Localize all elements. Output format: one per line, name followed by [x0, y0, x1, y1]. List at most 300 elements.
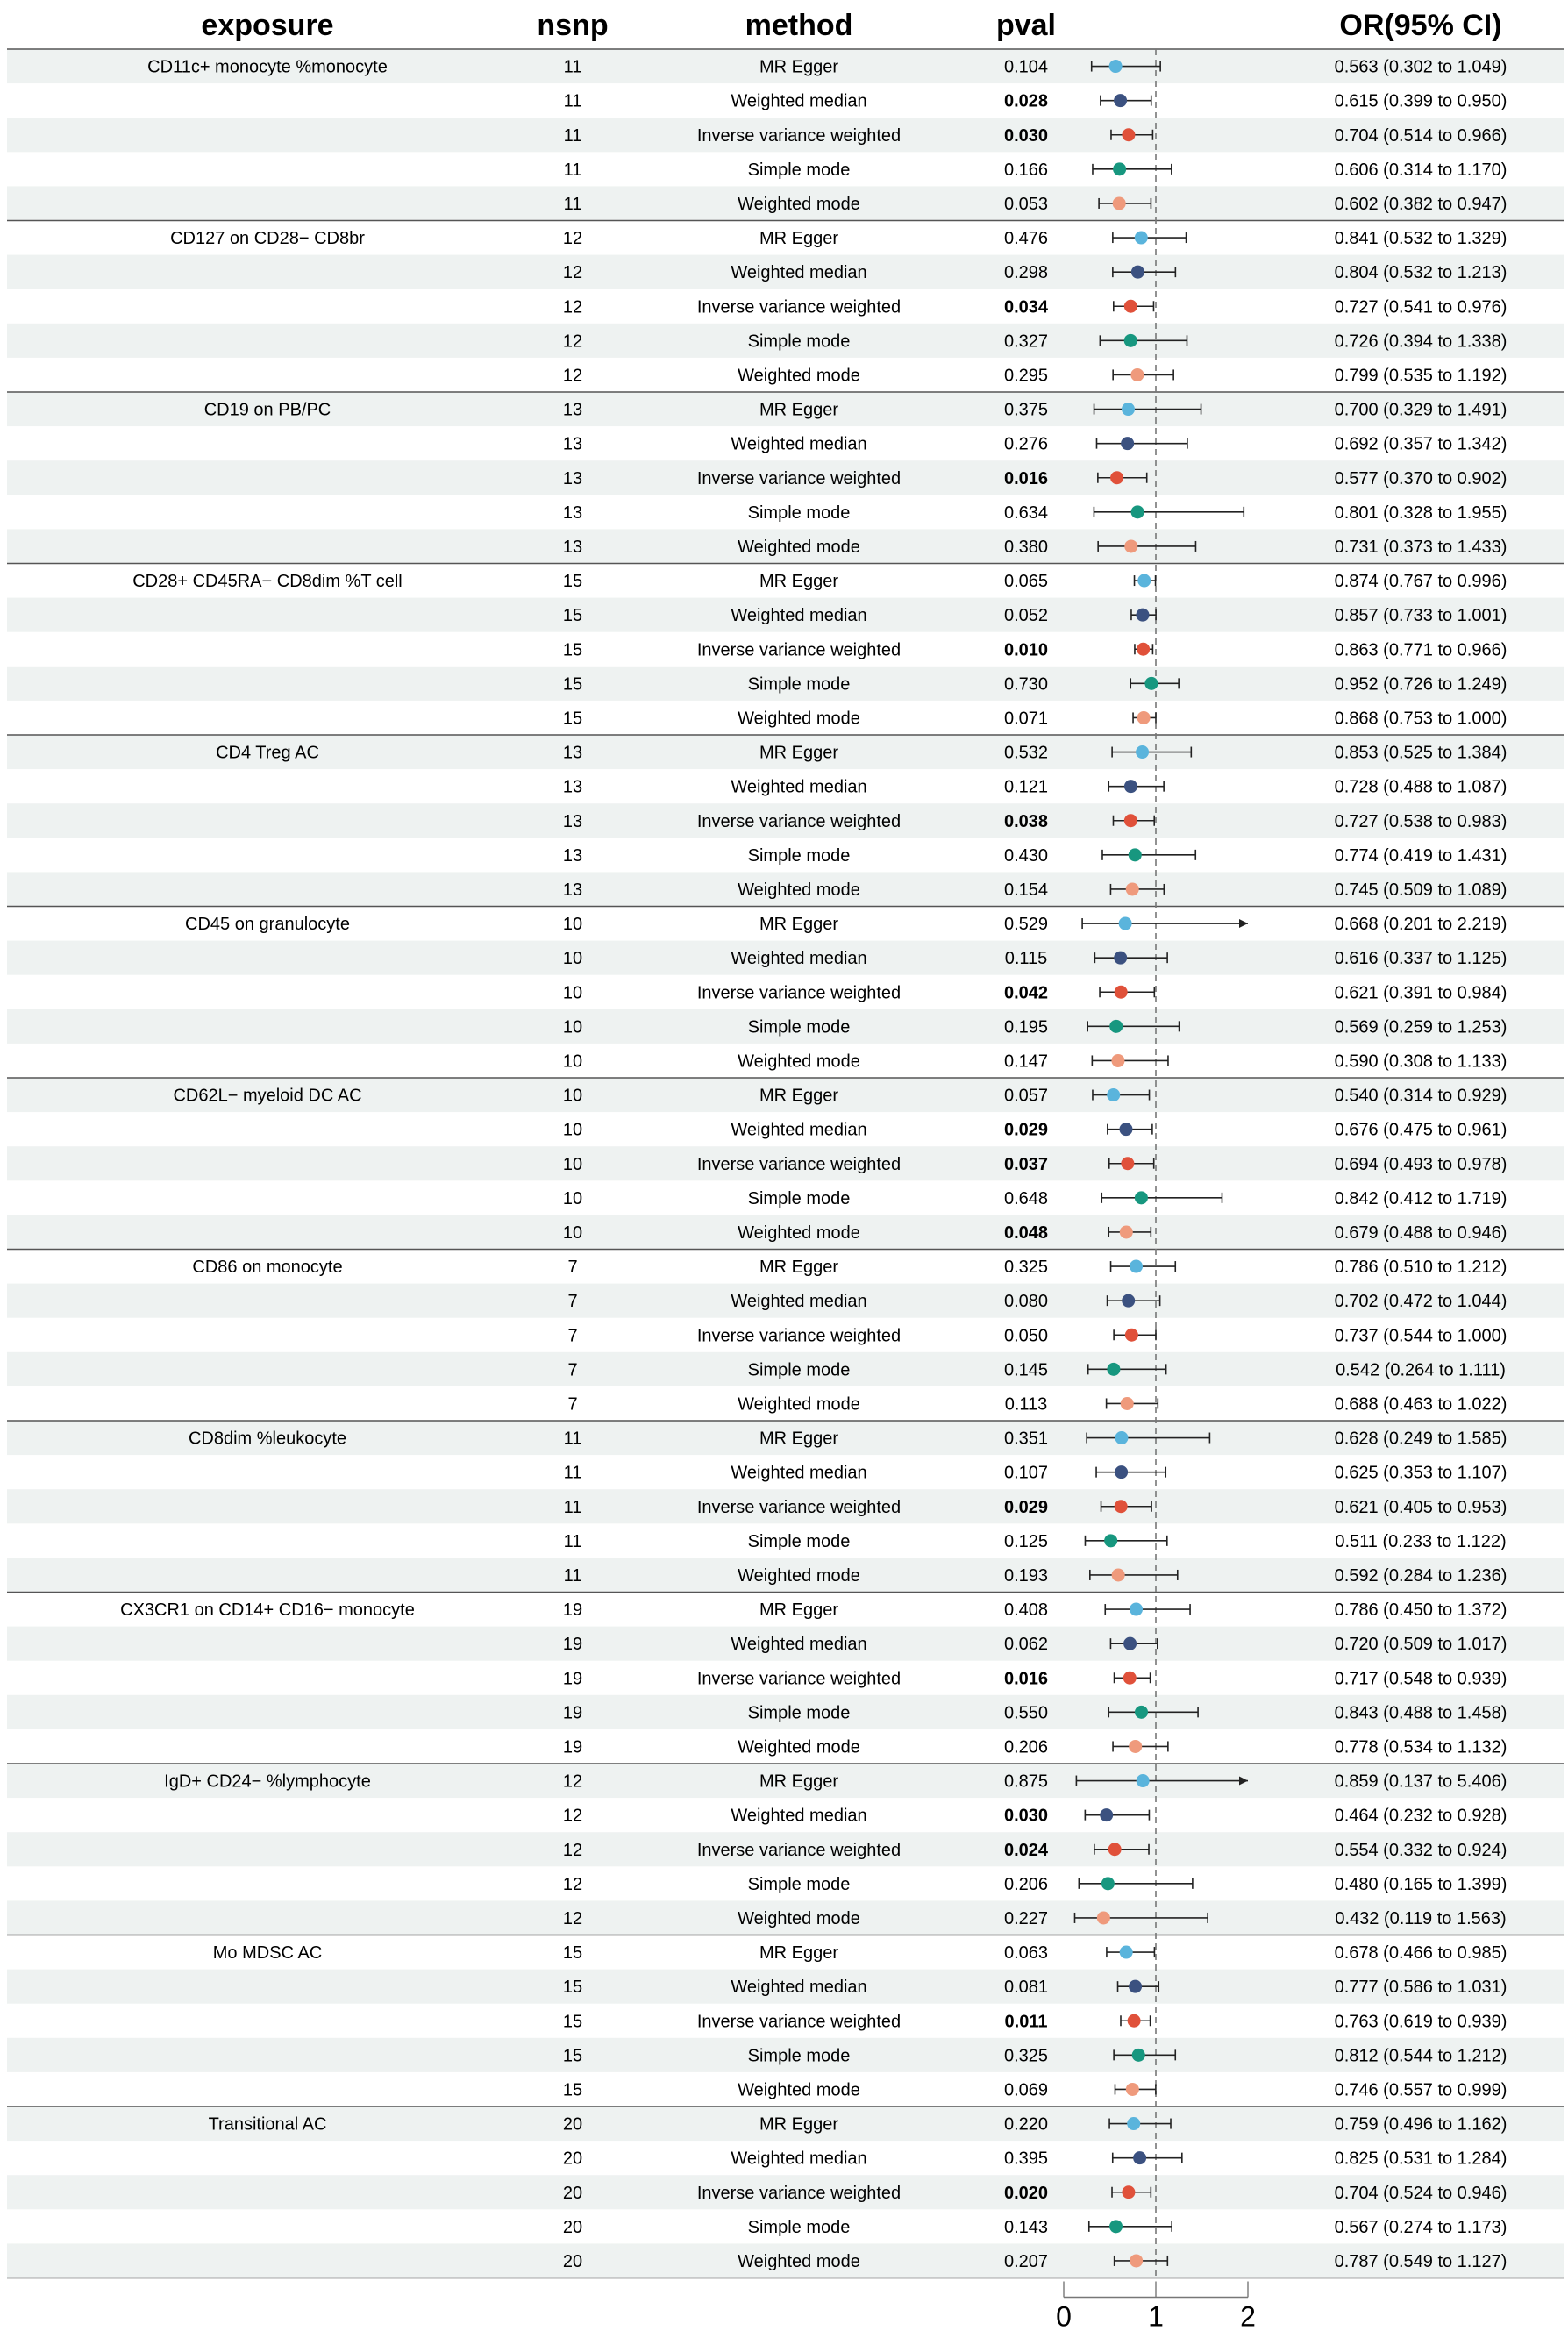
pval-cell: 0.062: [1003, 1635, 1049, 1655]
nsnp-cell: 10: [562, 949, 583, 969]
or-point: [1107, 1363, 1120, 1376]
nsnp-cell: 11: [563, 1497, 582, 1517]
or-point: [1115, 1465, 1128, 1479]
nsnp-cell: 12: [562, 1806, 583, 1826]
method-cell: Simple mode: [747, 503, 851, 523]
pval-cell: 0.529: [1003, 915, 1049, 935]
or-ci-cell: 0.774 (0.419 to 1.431): [1334, 845, 1507, 866]
or-point: [1114, 952, 1127, 965]
method-cell: Weighted median: [731, 606, 867, 626]
method-cell: Simple mode: [747, 1360, 851, 1380]
nsnp-cell: 19: [562, 1737, 583, 1757]
exposure-label: CD62L− myeloid DC AC: [173, 1086, 362, 1106]
or-ci-cell: 0.859 (0.137 to 5.406): [1334, 1771, 1507, 1792]
pval-cell: 0.016: [1003, 1669, 1049, 1689]
pval-cell: 0.730: [1003, 674, 1049, 695]
method-cell: MR Egger: [759, 743, 839, 763]
or-ci-cell: 0.952 (0.726 to 1.249): [1334, 674, 1507, 695]
pval-cell: 0.298: [1003, 263, 1049, 283]
nsnp-cell: 11: [563, 1565, 582, 1586]
or-ci-cell: 0.841 (0.532 to 1.329): [1334, 229, 1507, 249]
or-ci-cell: 0.692 (0.357 to 1.342): [1334, 434, 1507, 454]
method-cell: Weighted median: [731, 949, 867, 969]
or-point: [1130, 1260, 1143, 1273]
or-ci-cell: 0.668 (0.201 to 2.219): [1334, 915, 1507, 935]
or-ci-cell: 0.746 (0.557 to 0.999): [1334, 2080, 1507, 2100]
or-ci-cell: 0.731 (0.373 to 1.433): [1334, 537, 1507, 557]
or-point: [1112, 1568, 1125, 1581]
nsnp-cell: 13: [562, 503, 583, 523]
pval-cell: 0.028: [1003, 91, 1049, 111]
nsnp-cell: 13: [562, 880, 583, 900]
method-cell: MR Egger: [759, 1771, 839, 1792]
or-ci-cell: 0.874 (0.767 to 0.996): [1334, 572, 1507, 592]
nsnp-cell: 11: [563, 125, 582, 146]
pval-cell: 0.154: [1003, 880, 1049, 900]
method-cell: Inverse variance weighted: [696, 1840, 902, 1860]
pval-cell: 0.227: [1003, 1908, 1049, 1928]
method-cell: MR Egger: [759, 2114, 839, 2135]
nsnp-cell: 13: [562, 777, 583, 797]
pval-cell: 0.053: [1003, 194, 1049, 214]
nsnp-cell: 12: [562, 331, 583, 352]
nsnp-cell: 15: [562, 2012, 583, 2032]
pval-cell: 0.395: [1003, 2149, 1049, 2169]
pval-cell: 0.206: [1003, 1874, 1049, 1894]
method-cell: MR Egger: [759, 57, 839, 77]
pval-cell: 0.010: [1003, 640, 1049, 660]
or-ci-cell: 0.694 (0.493 to 0.978): [1334, 1154, 1507, 1174]
pval-cell: 0.080: [1003, 1292, 1049, 1312]
or-point: [1136, 745, 1149, 759]
or-ci-cell: 0.700 (0.329 to 1.491): [1334, 400, 1507, 420]
or-ci-cell: 0.787 (0.549 to 1.127): [1334, 2251, 1507, 2271]
or-point: [1113, 196, 1126, 210]
or-ci-cell: 0.567 (0.274 to 1.173): [1334, 2217, 1507, 2237]
method-cell: Inverse variance weighted: [696, 811, 902, 831]
or-ci-cell: 0.804 (0.532 to 1.213): [1334, 263, 1507, 283]
or-ci-cell: 0.842 (0.412 to 1.719): [1334, 1188, 1507, 1208]
method-cell: Inverse variance weighted: [696, 297, 902, 317]
or-ci-cell: 0.759 (0.496 to 1.162): [1334, 2114, 1507, 2135]
or-ci-cell: 0.628 (0.249 to 1.585): [1334, 1429, 1507, 1449]
method-cell: Weighted mode: [738, 366, 860, 386]
nsnp-cell: 12: [562, 1908, 583, 1928]
pval-cell: 0.063: [1003, 1943, 1049, 1964]
or-point: [1137, 574, 1151, 588]
nsnp-cell: 13: [562, 743, 583, 763]
method-cell: Simple mode: [747, 1703, 851, 1723]
method-cell: MR Egger: [759, 1429, 839, 1449]
or-ci-cell: 0.717 (0.548 to 0.939): [1334, 1669, 1507, 1689]
or-point: [1120, 1946, 1133, 1959]
pval-cell: 0.081: [1003, 1978, 1049, 1998]
nsnp-cell: 11: [563, 194, 582, 214]
or-point: [1124, 334, 1137, 347]
or-point: [1109, 2220, 1123, 2233]
nsnp-cell: 19: [562, 1635, 583, 1655]
pval-cell: 0.430: [1003, 845, 1049, 866]
or-ci-cell: 0.786 (0.450 to 1.372): [1334, 1600, 1507, 1621]
or-point: [1109, 1020, 1123, 1033]
method-cell: Weighted median: [731, 1806, 867, 1826]
pval-cell: 0.166: [1003, 160, 1049, 180]
or-point: [1109, 60, 1123, 73]
nsnp-cell: 12: [562, 297, 583, 317]
method-cell: Weighted mode: [738, 880, 860, 900]
pval-cell: 0.113: [1004, 1394, 1048, 1415]
method-cell: Inverse variance weighted: [696, 1669, 902, 1689]
or-point: [1135, 1191, 1148, 1204]
or-point: [1100, 1808, 1113, 1821]
method-cell: Inverse variance weighted: [696, 1154, 902, 1174]
or-point: [1122, 403, 1135, 416]
or-ci-cell: 0.563 (0.302 to 1.049): [1334, 57, 1507, 77]
or-ci-cell: 0.592 (0.284 to 1.236): [1334, 1565, 1507, 1586]
or-ci-cell: 0.688 (0.463 to 1.022): [1334, 1394, 1507, 1415]
or-point: [1137, 711, 1151, 724]
or-ci-cell: 0.590 (0.308 to 1.133): [1334, 1051, 1507, 1072]
pval-cell: 0.071: [1003, 709, 1049, 729]
method-cell: Weighted mode: [738, 1565, 860, 1586]
pval-cell: 0.550: [1003, 1703, 1049, 1723]
or-ci-cell: 0.678 (0.466 to 0.985): [1334, 1943, 1507, 1964]
nsnp-cell: 10: [562, 915, 583, 935]
method-cell: Weighted mode: [738, 709, 860, 729]
tick-label: 1: [1148, 2300, 1164, 2331]
nsnp-cell: 20: [562, 2183, 583, 2203]
exposure-label: CD127 on CD28− CD8br: [170, 229, 365, 249]
exposure-label: CX3CR1 on CD14+ CD16− monocyte: [120, 1600, 415, 1621]
or-ci-cell: 0.727 (0.541 to 0.976): [1334, 297, 1507, 317]
method-cell: Inverse variance weighted: [696, 2012, 902, 2032]
or-ci-cell: 0.464 (0.232 to 0.928): [1334, 1806, 1507, 1826]
nsnp-cell: 12: [562, 366, 583, 386]
nsnp-cell: 20: [562, 2217, 583, 2237]
pval-cell: 0.276: [1003, 434, 1049, 454]
or-point: [1135, 232, 1148, 245]
nsnp-cell: 20: [562, 2149, 583, 2169]
method-cell: Weighted mode: [738, 1223, 860, 1243]
or-ci-cell: 0.745 (0.509 to 1.089): [1334, 880, 1507, 900]
method-cell: MR Egger: [759, 1943, 839, 1964]
method-cell: Weighted median: [731, 434, 867, 454]
nsnp-cell: 10: [562, 1051, 583, 1072]
or-point: [1111, 1054, 1124, 1067]
method-cell: Inverse variance weighted: [696, 640, 902, 660]
or-ci-cell: 0.825 (0.531 to 1.284): [1334, 2149, 1507, 2169]
nsnp-cell: 10: [562, 983, 583, 1003]
pval-cell: 0.030: [1003, 1806, 1049, 1826]
pval-cell: 0.048: [1003, 1223, 1049, 1243]
method-cell: Inverse variance weighted: [696, 1497, 902, 1517]
method-cell: Weighted mode: [738, 2251, 860, 2271]
pval-cell: 0.207: [1003, 2251, 1049, 2271]
or-ci-cell: 0.799 (0.535 to 1.192): [1334, 366, 1507, 386]
pval-cell: 0.476: [1003, 229, 1049, 249]
pval-cell: 0.030: [1003, 125, 1049, 146]
method-cell: Simple mode: [747, 331, 851, 352]
pval-cell: 0.020: [1003, 2183, 1049, 2203]
method-cell: MR Egger: [759, 1258, 839, 1278]
method-cell: MR Egger: [759, 400, 839, 420]
or-point: [1113, 162, 1126, 175]
nsnp-cell: 19: [562, 1703, 583, 1723]
nsnp-cell: 15: [562, 2046, 583, 2066]
method-cell: Inverse variance weighted: [696, 468, 902, 488]
method-cell: MR Egger: [759, 1600, 839, 1621]
or-ci-cell: 0.868 (0.753 to 1.000): [1334, 709, 1507, 729]
header-or-ci: OR(95% CI): [1339, 9, 1502, 42]
or-ci-cell: 0.720 (0.509 to 1.017): [1334, 1635, 1507, 1655]
or-ci-cell: 0.606 (0.314 to 1.170): [1334, 160, 1507, 180]
nsnp-cell: 12: [562, 1771, 583, 1792]
method-cell: Simple mode: [747, 1017, 851, 1037]
method-cell: Simple mode: [747, 1188, 851, 1208]
or-ci-cell: 0.843 (0.488 to 1.458): [1334, 1703, 1507, 1723]
or-ci-cell: 0.727 (0.538 to 0.983): [1334, 811, 1507, 831]
or-ci-cell: 0.602 (0.382 to 0.947): [1334, 194, 1507, 214]
nsnp-cell: 13: [562, 468, 583, 488]
nsnp-cell: 10: [562, 1188, 583, 1208]
or-point: [1124, 539, 1137, 552]
or-ci-cell: 0.726 (0.394 to 1.338): [1334, 331, 1507, 352]
or-point: [1121, 437, 1134, 450]
pval-cell: 0.325: [1003, 2046, 1049, 2066]
pval-cell: 0.024: [1003, 1840, 1049, 1860]
or-ci-cell: 0.702 (0.472 to 1.044): [1334, 1292, 1507, 1312]
method-cell: MR Egger: [759, 915, 839, 935]
pval-cell: 0.011: [1004, 2012, 1048, 2032]
or-point: [1129, 1980, 1142, 1993]
or-point: [1120, 1225, 1133, 1238]
or-ci-cell: 0.569 (0.259 to 1.253): [1334, 1017, 1507, 1037]
method-cell: Weighted mode: [738, 194, 860, 214]
pval-cell: 0.050: [1003, 1326, 1049, 1346]
or-ci-cell: 0.540 (0.314 to 0.929): [1334, 1086, 1507, 1106]
method-cell: Weighted median: [731, 1120, 867, 1140]
method-cell: Inverse variance weighted: [696, 983, 902, 1003]
pval-cell: 0.325: [1003, 1258, 1049, 1278]
or-point: [1115, 1431, 1128, 1444]
or-ci-cell: 0.863 (0.771 to 0.966): [1334, 640, 1507, 660]
or-point: [1101, 1877, 1115, 1890]
method-cell: Weighted median: [731, 263, 867, 283]
pval-cell: 0.038: [1003, 811, 1049, 831]
nsnp-cell: 10: [562, 1154, 583, 1174]
or-ci-cell: 0.704 (0.514 to 0.966): [1334, 125, 1507, 146]
nsnp-cell: 15: [562, 2080, 583, 2100]
or-point: [1115, 1500, 1128, 1513]
tick-label: 0: [1056, 2300, 1072, 2331]
or-point: [1124, 300, 1137, 313]
or-point: [1097, 1911, 1110, 1924]
ci-arrow: [1239, 919, 1248, 928]
or-ci-cell: 0.554 (0.332 to 0.924): [1334, 1840, 1507, 1860]
pval-cell: 0.143: [1003, 2217, 1049, 2237]
or-point: [1122, 128, 1135, 141]
method-cell: Weighted mode: [738, 2080, 860, 2100]
nsnp-cell: 11: [563, 160, 582, 180]
or-point: [1126, 2083, 1139, 2096]
or-point: [1130, 368, 1144, 381]
or-point: [1107, 1088, 1120, 1101]
method-cell: Weighted mode: [738, 1051, 860, 1072]
nsnp-cell: 15: [562, 709, 583, 729]
exposure-label: IgD+ CD24− %lymphocyte: [164, 1771, 371, 1792]
method-cell: Simple mode: [747, 160, 851, 180]
pval-cell: 0.206: [1003, 1737, 1049, 1757]
or-point: [1125, 1329, 1138, 1342]
header-method: method: [745, 9, 853, 42]
method-cell: Inverse variance weighted: [696, 125, 902, 146]
or-point: [1114, 94, 1127, 107]
pval-cell: 0.042: [1003, 983, 1049, 1003]
or-ci-cell: 0.542 (0.264 to 1.111): [1336, 1360, 1506, 1380]
or-ci-cell: 0.621 (0.405 to 0.953): [1334, 1497, 1507, 1517]
pval-cell: 0.193: [1003, 1565, 1049, 1586]
or-point: [1108, 1843, 1122, 1856]
nsnp-cell: 13: [562, 845, 583, 866]
nsnp-cell: 11: [563, 1531, 582, 1551]
pval-cell: 0.147: [1003, 1051, 1049, 1072]
nsnp-cell: 10: [562, 1017, 583, 1037]
pval-cell: 0.145: [1003, 1360, 1049, 1380]
pval-cell: 0.107: [1003, 1463, 1049, 1483]
method-cell: Weighted median: [731, 1292, 867, 1312]
exposure-label: CD8dim %leukocyte: [188, 1429, 347, 1449]
or-point: [1104, 1534, 1117, 1547]
or-point: [1144, 677, 1158, 690]
or-point: [1130, 1603, 1143, 1616]
nsnp-cell: 7: [567, 1360, 578, 1380]
pval-cell: 0.648: [1003, 1188, 1049, 1208]
or-point: [1129, 848, 1142, 861]
pval-cell: 0.875: [1003, 1771, 1049, 1792]
or-ci-cell: 0.801 (0.328 to 1.955): [1334, 503, 1507, 523]
method-cell: Weighted median: [731, 1635, 867, 1655]
method-cell: Weighted mode: [738, 1394, 860, 1415]
or-point: [1126, 882, 1139, 895]
pval-cell: 0.034: [1003, 297, 1049, 317]
or-point: [1135, 1706, 1148, 1719]
or-point: [1128, 2014, 1141, 2028]
pval-cell: 0.327: [1003, 331, 1049, 352]
header-nsnp: nsnp: [537, 9, 609, 42]
or-point: [1119, 917, 1132, 930]
exposure-label: CD4 Treg AC: [216, 743, 319, 763]
nsnp-cell: 12: [562, 1840, 583, 1860]
nsnp-cell: 11: [563, 1463, 582, 1483]
or-ci-cell: 0.615 (0.399 to 0.950): [1334, 91, 1507, 111]
or-ci-cell: 0.778 (0.534 to 1.132): [1334, 1737, 1507, 1757]
or-ci-cell: 0.853 (0.525 to 1.384): [1334, 743, 1507, 763]
or-point: [1136, 609, 1149, 622]
nsnp-cell: 15: [562, 640, 583, 660]
or-point: [1123, 1637, 1137, 1650]
pval-cell: 0.065: [1003, 572, 1049, 592]
method-cell: MR Egger: [759, 229, 839, 249]
nsnp-cell: 7: [567, 1326, 578, 1346]
or-ci-cell: 0.625 (0.353 to 1.107): [1334, 1463, 1507, 1483]
nsnp-cell: 13: [562, 811, 583, 831]
or-ci-cell: 0.616 (0.337 to 1.125): [1334, 949, 1507, 969]
nsnp-cell: 12: [562, 263, 583, 283]
or-point: [1130, 2254, 1143, 2267]
exposure-label: CD11c+ monocyte %monocyte: [147, 57, 388, 77]
nsnp-cell: 10: [562, 1120, 583, 1140]
exposure-label: CD86 on monocyte: [192, 1258, 343, 1278]
exposure-label: Transitional AC: [208, 2114, 327, 2135]
header-exposure: exposure: [201, 9, 334, 42]
pval-cell: 0.220: [1003, 2114, 1049, 2135]
or-point: [1131, 505, 1144, 518]
or-ci-cell: 0.812 (0.544 to 1.212): [1334, 2046, 1507, 2066]
nsnp-cell: 11: [563, 91, 582, 111]
pval-cell: 0.052: [1003, 606, 1049, 626]
or-ci-cell: 0.480 (0.165 to 1.399): [1334, 1874, 1507, 1894]
method-cell: Simple mode: [747, 845, 851, 866]
method-cell: Simple mode: [747, 1874, 851, 1894]
pval-cell: 0.408: [1003, 1600, 1049, 1621]
or-point: [1127, 2117, 1140, 2130]
or-point: [1122, 1294, 1135, 1308]
nsnp-cell: 7: [567, 1258, 578, 1278]
pval-cell: 0.057: [1003, 1086, 1049, 1106]
or-point: [1110, 471, 1123, 484]
or-ci-cell: 0.777 (0.586 to 1.031): [1334, 1978, 1507, 1998]
nsnp-cell: 20: [562, 2251, 583, 2271]
method-cell: MR Egger: [759, 1086, 839, 1106]
exposure-label: CD45 on granulocyte: [185, 915, 350, 935]
tick-label: 2: [1240, 2300, 1256, 2331]
method-cell: Weighted median: [731, 1463, 867, 1483]
pval-cell: 0.375: [1003, 400, 1049, 420]
pval-cell: 0.121: [1003, 777, 1049, 797]
nsnp-cell: 7: [567, 1292, 578, 1312]
pval-cell: 0.195: [1003, 1017, 1049, 1037]
method-cell: Inverse variance weighted: [696, 1326, 902, 1346]
nsnp-cell: 19: [562, 1669, 583, 1689]
nsnp-cell: 13: [562, 400, 583, 420]
exposure-label: CD28+ CD45RA− CD8dim %T cell: [132, 572, 403, 592]
pval-cell: 0.125: [1003, 1531, 1049, 1551]
pval-cell: 0.115: [1004, 949, 1048, 969]
or-ci-cell: 0.676 (0.475 to 0.961): [1334, 1120, 1507, 1140]
nsnp-cell: 11: [563, 57, 582, 77]
or-point: [1131, 266, 1144, 279]
method-cell: Weighted mode: [738, 1908, 860, 1928]
nsnp-cell: 10: [562, 1223, 583, 1243]
or-ci-cell: 0.704 (0.524 to 0.946): [1334, 2183, 1507, 2203]
or-point: [1121, 1397, 1134, 1410]
or-ci-cell: 0.511 (0.233 to 1.122): [1335, 1531, 1507, 1551]
method-cell: Simple mode: [747, 2046, 851, 2066]
nsnp-cell: 10: [562, 1086, 583, 1106]
or-ci-cell: 0.737 (0.544 to 1.000): [1334, 1326, 1507, 1346]
or-point: [1137, 643, 1150, 656]
or-point: [1119, 1123, 1132, 1136]
or-point: [1137, 1774, 1150, 1787]
method-cell: MR Egger: [759, 572, 839, 592]
pval-cell: 0.532: [1003, 743, 1049, 763]
exposure-label: Mo MDSC AC: [212, 1943, 323, 1964]
method-cell: Weighted median: [731, 2149, 867, 2169]
or-ci-cell: 0.728 (0.488 to 1.087): [1334, 777, 1507, 797]
header-pval: pval: [995, 9, 1057, 42]
x-axis: [1056, 2282, 1256, 2331]
pval-cell: 0.029: [1003, 1120, 1049, 1140]
